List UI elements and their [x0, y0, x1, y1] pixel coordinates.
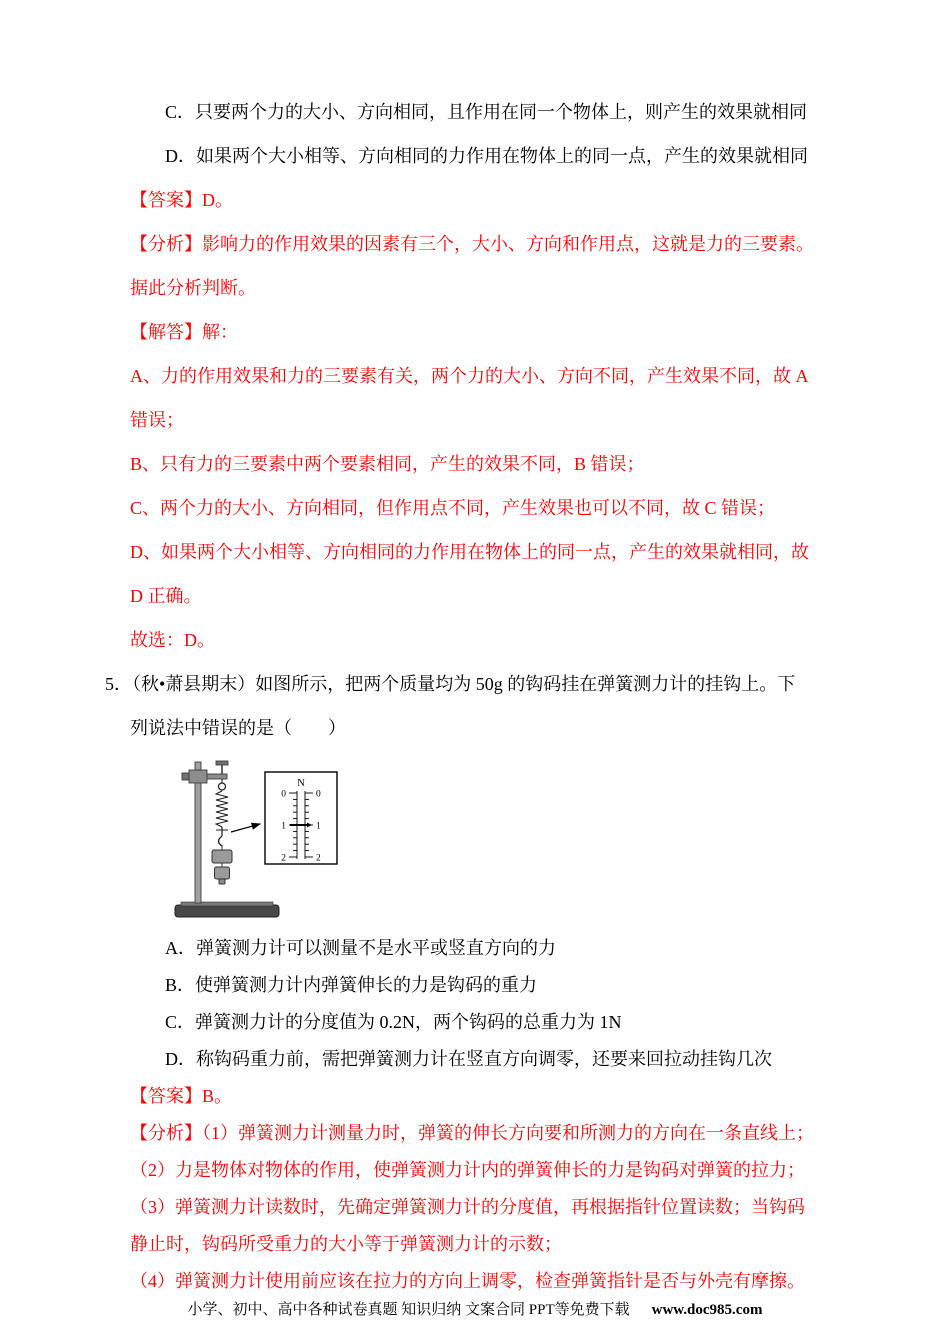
zoom-arrow: [231, 824, 260, 832]
weights: [212, 845, 232, 884]
q5-option-c-line: C．弹簧测力计的分度值为 0.2N，两个钩码的总重力为 1N: [165, 1012, 622, 1032]
svg-text:1: 1: [316, 821, 321, 832]
q4-solution-line: B、只有力的三要素中两个要素相同，产生的效果不同，B 错误；: [130, 454, 645, 474]
q4-conclusion-line: 故选：D。: [130, 630, 215, 650]
weight-upper: [212, 850, 232, 863]
q4-solution-line: 【解答】解：: [130, 322, 238, 342]
q4-solution-line: D 正确。: [130, 586, 202, 606]
stand-clamp: [182, 761, 228, 783]
q4-solution-line: C、两个力的大小、方向相同，但作用点不同，产生效果也可以不同，故 C 错误；: [130, 498, 776, 518]
spring-top-ring: [219, 783, 226, 790]
spring-scale: [216, 779, 228, 846]
q4-analysis-line: 【分析】影响力的作用效果的因素有三个，大小、方向和作用点，这就是力的三要素。: [130, 234, 814, 254]
q5-option-a-line: A．弹簧测力计可以测量不是水平或竖直方向的力: [165, 938, 556, 958]
footer-promo-text: 小学、初中、高中各种试卷真题 知识归纳 文案合同 PPT等免费下载: [187, 1302, 630, 1318]
spring-coil: [216, 791, 228, 827]
scale-unit-label: N: [297, 778, 305, 789]
q5-option-d-line: D．称钩码重力前，需把弹簧测力计在竖直方向调零，还要来回拉动挂钩几次: [165, 1049, 772, 1069]
footer-link[interactable]: www.doc985.com: [651, 1302, 763, 1318]
q5-analysis-line: 静止时，钩码所受重力的大小等于弹簧测力计的示数；: [130, 1234, 562, 1254]
svg-text:2: 2: [281, 853, 286, 864]
q5-analysis-line: 【分析】（1）弹簧测力计测量力时，弹簧的伸长方向要和所测力的方向在一条直线上；: [130, 1123, 814, 1143]
q5-figure: [173, 758, 523, 920]
spring-scale-figure: [173, 758, 348, 920]
weight-lower: [215, 867, 230, 879]
q5-analysis-line: （4）弹簧测力计使用前应该在拉力的方向上调零，检查弹簧指针是否与外壳有摩擦。: [130, 1271, 805, 1291]
weight-knob: [219, 879, 225, 884]
q5-stem-line: 5．（秋•萧县期末）如图所示，把两个质量均为 50g 的钩码挂在弹簧测力计的挂钩上。下: [105, 674, 796, 694]
spring-hook-icon: [219, 836, 223, 846]
svg-text:0: 0: [281, 789, 286, 800]
page-footer: [0, 1298, 950, 1319]
q4-option-d-line: D．如果两个大小相等、方向相同的力作用在物体上的同一点，产生的效果就相同: [165, 146, 808, 166]
q5-answer-line: 【答案】B。: [130, 1086, 233, 1106]
magnified-scale-panel: [265, 772, 337, 864]
stand-base: [175, 905, 279, 917]
q5-analysis-line: （2）力是物体对物体的作用，使弹簧测力计内的弹簧伸长的力是钩码对弹簧的拉力；: [130, 1160, 805, 1180]
svg-text:1: 1: [281, 821, 286, 832]
q5-analysis-line: （3）弹簧测力计读数时，先确定弹簧测力计的分度值，再根据指针位置读数；当钩码: [130, 1197, 805, 1217]
q4-solution-line: A、力的作用效果和力的三要素有关，两个力的大小、方向不同，产生效果不同，故 A: [130, 366, 809, 386]
q5-option-b-line: B．使弹簧测力计内弹簧伸长的力是钩码的重力: [165, 975, 538, 995]
clamp-screw-knob: [216, 761, 228, 765]
q4-solution-line: 错误；: [130, 410, 184, 430]
q4-option-c-line: C．只要两个力的大小、方向相同，且作用在同一个物体上，则产生的效果就相同: [165, 102, 808, 122]
q4-solution-line: D、如果两个大小相等、方向相同的力作用在物体上的同一点，产生的效果就相同，故: [130, 542, 809, 562]
svg-text:0: 0: [316, 789, 321, 800]
svg-text:2: 2: [316, 853, 321, 864]
q4-answer-line: 【答案】D。: [130, 190, 233, 210]
q5-stem-line: 列说法中错误的是（ ）: [130, 718, 346, 738]
question5-block: [0, 930, 950, 1300]
q4-analysis-line: 据此分析判断。: [130, 278, 256, 298]
